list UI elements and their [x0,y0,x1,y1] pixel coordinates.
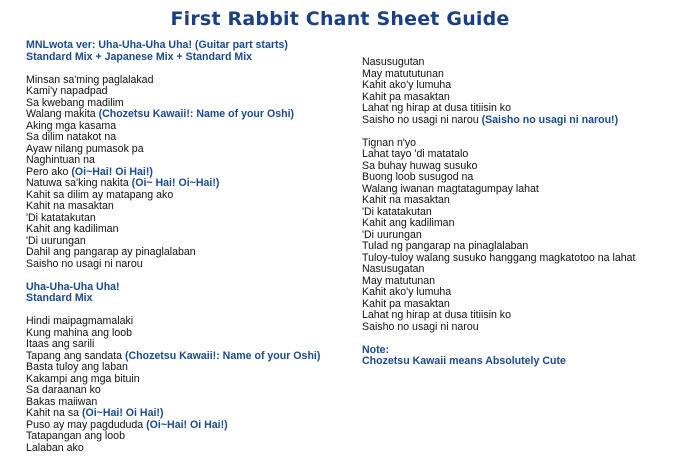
lyric-text: Minsan sa'ming paglalakad [26,73,154,86]
lyric-text: Lahat ng hirap at dusa titiisin ko [362,102,511,114]
lyric-text: Tatapangan ang loob [26,430,125,442]
lyric-text: Ayaw nilang pumasok pa [26,142,144,155]
chant-call: (Oi~Hai! Oi Hai!) [146,418,228,431]
lyric-text: Puso ay may pagdududa [26,418,147,431]
lyric-text: Hindi maipagmamalaki [26,315,134,327]
verse-3 [362,57,662,126]
lyric-text: Kahit ang kadiliman [26,223,119,235]
lyric-line [362,322,662,334]
lyric-text: 'Di uurungan [362,228,422,241]
intro-line-2: Standard Mix + Japanese Mix + Standard Mix [26,50,253,63]
lyric-text: Kakampi ang mga bituin [26,372,140,385]
lyric-text: Tulad ng pangarap na pinaglalaban [362,240,529,252]
verse-2 [26,316,346,454]
lyric-text: Lahat ng hirap at dusa titiisin ko [362,309,511,321]
section-2-mix: Standard Mix [26,292,93,304]
verse-4 [362,138,662,334]
lyric-text: Naghintuan na [26,154,95,166]
verse-1 [26,75,346,271]
lyric-text: Dahil ang pangarap ay pinaglalaban [26,246,196,258]
chant-call: (Saisho no usagi ni narou!) [481,113,619,126]
chant-call: (Oi~Hai! Oi Hai!) [81,407,164,419]
lyric-text: Pero ako [26,165,72,178]
lyric-text: Tignan n'yo [362,136,417,149]
lyric-text: Nasusugatan [362,263,425,275]
lyric-text: Natuwa sa'king nakita [26,177,132,189]
lyric-text: Basta tuloy ang laban [26,361,128,373]
lyric-text: 'Di katatakutan [362,205,432,218]
note-label: Note: [362,343,390,356]
chant-call: (Oi~ Hai! Oi~Hai!) [131,177,220,189]
chant-call: (Chozetsu Kawaii!: Name of your Oshi) [124,349,321,362]
lyric-text: Kahit pa masaktan [362,297,450,310]
lyric-text: Bakas maiiwan [26,395,98,408]
lyric-text: Saisho no usagi ni narou [362,113,482,126]
lyric-text: Kahit na sa [26,407,82,419]
lyric-text: Kahit pa masaktan [362,90,450,103]
lyric-text: Kung mahina ang loob [26,326,133,339]
intro-line-1: MNLwota ver: Uha-Uha-Uha Uha! (Guitar part starts) [26,39,288,51]
lyric-text: Tuloy-tuloy walang susuko hanggang magkatotoo na lahat [362,251,636,264]
lyric-text: Kahit sa dilim ay matapang ako [26,188,174,201]
left-column [26,40,346,454]
right-column [362,57,662,368]
lyric-text: Kahit ako'y lumuha [362,79,452,91]
lyric-text: Kahit ang kadiliman [362,217,455,229]
lyric-text: Sa kwebang madilim [26,96,124,109]
chant-call: (Chozetsu Kawaii!: Name of your Oshi) [98,108,295,120]
lyric-text: Sa buhay huwag susuko [362,159,478,172]
lyric-text: Lahat tayo 'di matatalo [362,148,469,160]
lyric-text: Kahit ako'y lumuha [362,286,452,298]
lyric-text: Sa daraanan ko [26,384,101,396]
page-title: First Rabbit Chant Sheet Guide [170,8,510,30]
lyric-text: Kahit na masaktan [362,194,450,206]
lyric-text: May matututunan [362,67,444,80]
lyric-text: Saisho no usagi ni narou [26,257,143,270]
lyric-text: Tapang ang sandata [26,349,125,362]
lyric-text: Walang iwanan magtatagumpay lahat [362,182,539,195]
lyric-line [26,259,346,271]
note-text: Chozetsu Kawaii means Absolutely Cute [362,355,566,367]
section-2-header: Uha-Uha-Uha Uha! [26,280,120,293]
lyric-text: Walang makita [26,108,99,120]
lyric-line [362,115,662,127]
lyric-text: Itaas ang sarili [26,338,95,350]
lyric-text: May matutunan [362,274,436,287]
lyric-text: Aking mga kasama [26,119,117,132]
lyric-text: Nasusugutan [362,56,425,68]
lyric-text: Saisho no usagi ni narou [362,320,479,333]
lyric-text: Sa dilim natakot na [26,131,117,143]
lyric-text: 'Di katatakutan [26,211,96,224]
lyric-text: Lalaban ako [26,441,84,454]
lyric-line [26,443,346,455]
chant-call: (Oi~Hai! Oi Hai!) [71,165,153,178]
lyric-text: Kami'y napadpad [26,85,108,97]
lyric-text: 'Di uurungan [26,234,86,247]
lyric-text: Kahit na masaktan [26,200,114,212]
lyric-text: Buong loob susugod na [362,171,474,183]
